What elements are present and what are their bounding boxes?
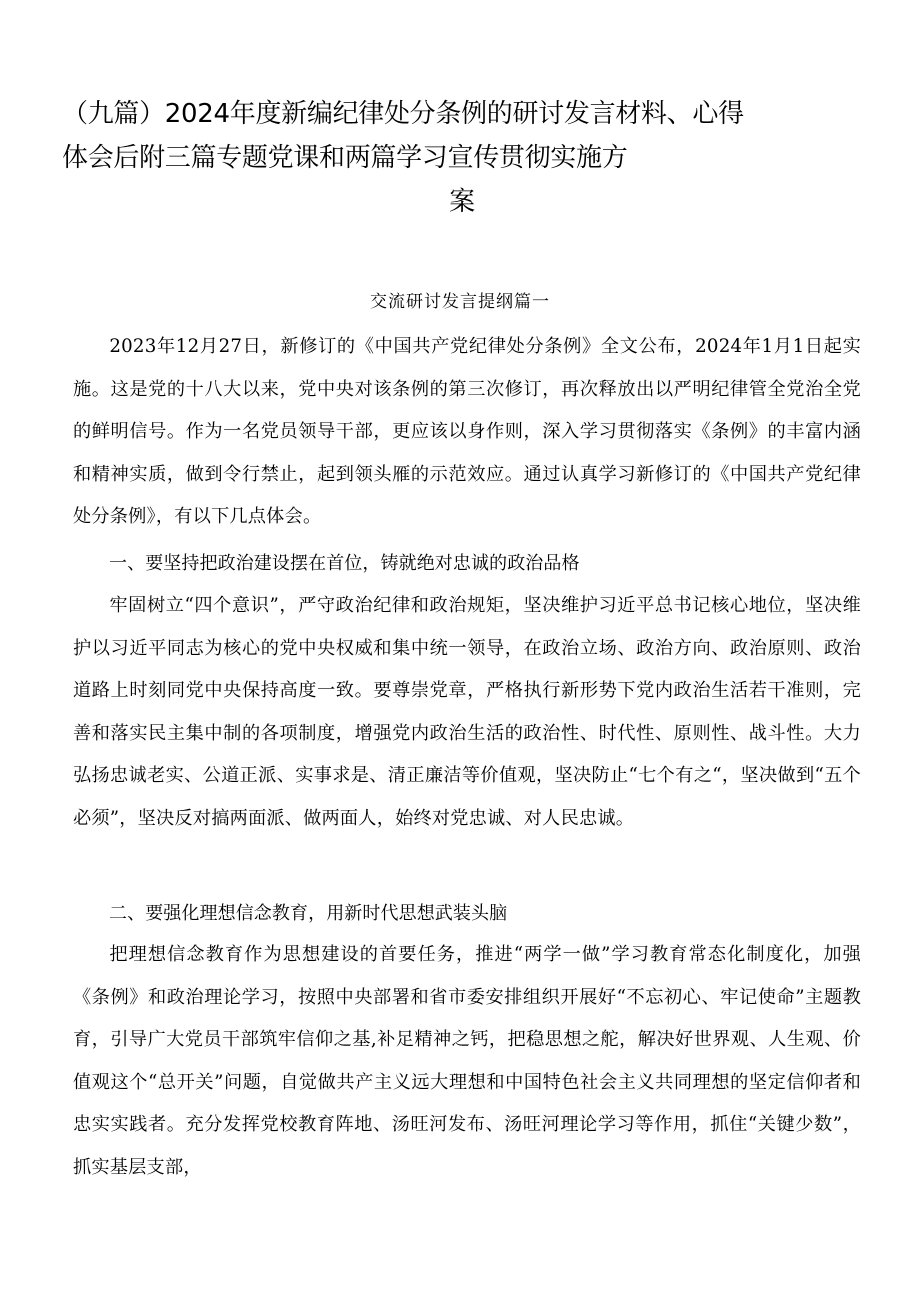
title-line-3: 案 — [449, 187, 475, 217]
body-paragraph-1: 牢固树立“四个意识”，严守政治纪律和政治规矩，坚决维护习近平总书记核心地位，坚决维护以习近平同志为核心的党中央权威和集中统一领导，在政治立场、政治方向、政治原则、政治道路上时刻同党中央保持高度一致。要尊崇党章，严格执行新形势下党内政治生活若干准则，完善和落实民主集中制的各项制度，增强党内政治生活的政治性、时代性、原则性、战斗性。大力弘扬忠诚老实、公道正派、实事求是、清正廉洁等价值观，坚决防止“七个有之“，坚决做到“五个必须”，坚决反对搞两面派、做两面人，始终对党忠诚、对人民忠诚。 — [73, 595, 861, 829]
document-title — [62, 92, 862, 224]
heading-2: 二、要强化理想信念教育，用新时代思想武装头脑 — [109, 903, 508, 924]
title-line-1: （九篇）2024年度新编纪律处分条例的研讨发言材料、心得 — [62, 99, 744, 129]
heading-1: 一、要坚持把政治建设摆在首位，铸就绝对忠诚的政治品格 — [109, 553, 580, 574]
title-line-2: 体会后附三篇专题党课和两篇学习宣传贯彻实施方 — [62, 143, 628, 173]
intro-paragraph: 2023年12月27日，新修订的《中国共产党纪律处分条例》全文公布，2024年1月1日起实施。这是党的十八大以来，党中央对该条例的第三次修订，再次释放出以严明纪律管全党治全党的鲜明信号。作为一名党员领导干部，更应该以身作则，深入学习贯彻落实《条例》的丰富内涵和精神实质，做到令行禁止，起到领头雁的示范效应。通过认真学习新修订的《中国共产党纪律处分条例》，有以下几点体会。 — [73, 336, 861, 528]
body-paragraph-2: 把理想信念教育作为思想建设的首要任务，推进“两学一做”学习教育常态化制度化，加强《条例》和政治理论学习，按照中央部署和省市委安排组织开展好“不忘初心、牢记使命”主题教育，引导广大党员干部筑牢信仰之基,补足精神之钙，把稳思想之舵，解决好世界观、人生观、价值观这个“总开关”问题，自觉做共产主义远大理想和中国特色社会主义共同理想的坚定信仰者和忠实实践者。充分发挥党校教育阵地、汤旺河发布、汤旺河理论学习等作用，抓住“关键少数”，抓实基层支部， — [73, 944, 861, 1178]
section-title: 交流研讨发言提纲篇一 — [370, 292, 550, 312]
